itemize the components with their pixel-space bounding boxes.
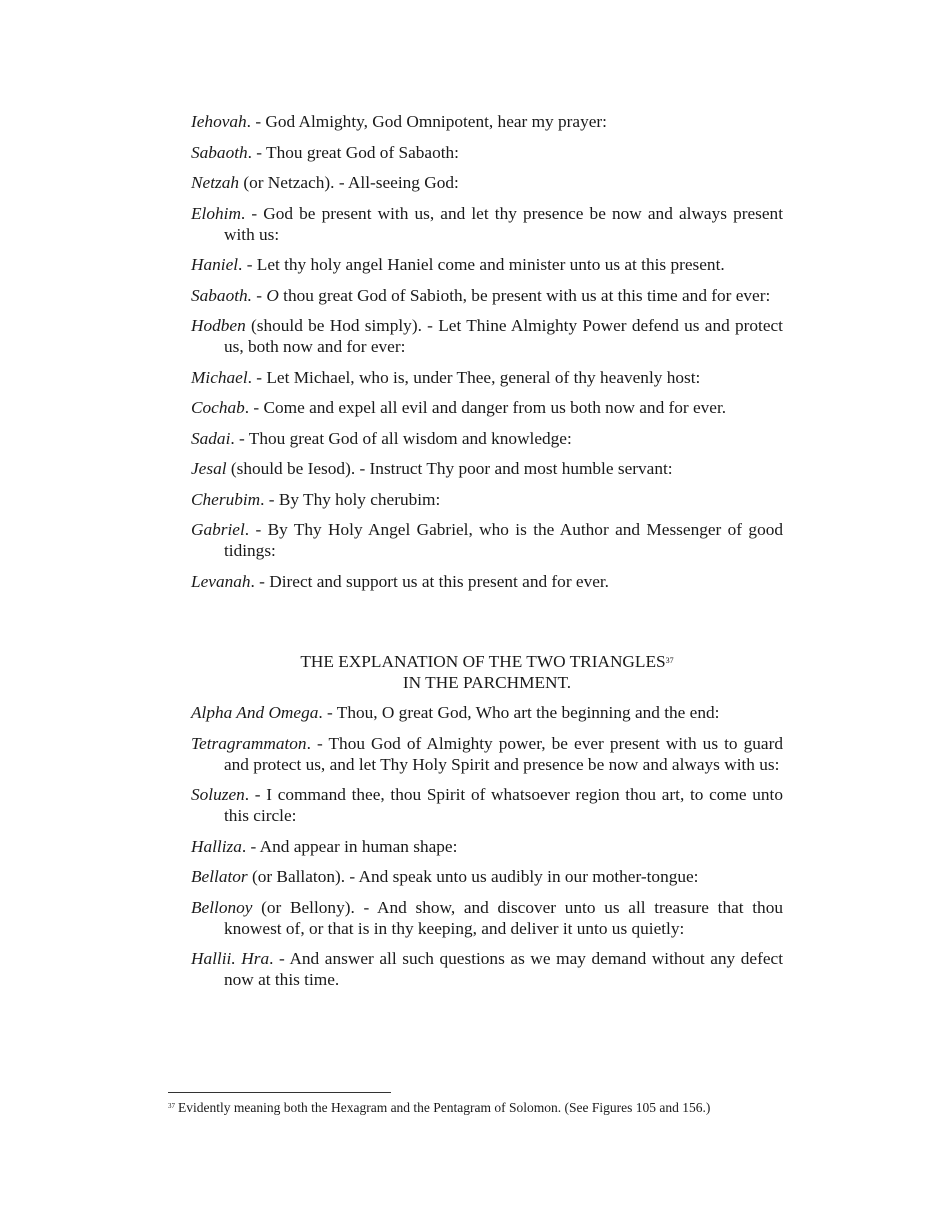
entry-text: . - Let Thine Almighty Power defend us and protect us, both now and for ever: <box>224 316 783 356</box>
list-item <box>191 519 783 561</box>
list-item <box>191 254 783 275</box>
section-heading <box>191 651 783 693</box>
entry-text: . - Let Michael, who is, under Thee, general of thy heavenly host: <box>247 367 701 387</box>
entry-term: Gabriel <box>191 520 245 539</box>
list-item <box>191 397 783 418</box>
list-item <box>191 866 783 887</box>
list-item <box>191 367 783 388</box>
entry-text: . - Thou great God of all wisdom and knowledge: <box>230 428 572 448</box>
entry-term: Elohim <box>191 203 241 223</box>
entry-term: Hallii. Hra <box>191 949 270 968</box>
entry-text: . - God Almighty, God Omnipotent, hear my prayer: <box>246 112 607 131</box>
entry-note: (should be Iesod) <box>226 459 351 478</box>
heading-line-1: THE EXPLANATION OF THE TWO TRIANGLES <box>300 652 666 671</box>
entry-note: (or Bellony) <box>252 897 351 917</box>
entry-note: (or Ballaton) <box>247 867 341 886</box>
entry-term: Alpha And Omega <box>191 703 319 722</box>
entry-term: Jesal <box>191 459 227 478</box>
entry-term: Sabaoth <box>191 142 248 162</box>
entry-term: Michael <box>191 367 248 387</box>
entry-term: Tetragrammaton <box>191 733 307 753</box>
list-item <box>191 571 783 592</box>
triangles-list <box>191 702 783 1000</box>
footnote-reference[interactable]: 37 <box>665 656 674 665</box>
list-item <box>191 948 783 990</box>
entry-term: Cochab <box>191 398 245 417</box>
list-item <box>191 784 783 826</box>
entry-text: . - Come and expel all evil and danger from us both now and for ever. <box>244 398 727 417</box>
entry-term: Soluzen <box>191 785 245 804</box>
footnote-number: 37 <box>168 1102 175 1110</box>
entry-term: Iehovah <box>191 112 247 131</box>
entry-text: . - By Thy Holy Angel Gabriel, who is the Author and Messenger of good tidings: <box>224 520 783 560</box>
list-item <box>191 458 783 479</box>
list-item <box>191 836 783 857</box>
list-item <box>191 489 783 510</box>
list-item <box>191 203 783 245</box>
heading-line-2: IN THE PARCHMENT. <box>402 673 572 692</box>
entry-term: Sadai <box>191 428 231 448</box>
entry-text: . - And answer all such questions as we may demand without any defect now at this time. <box>224 949 783 989</box>
entry-text: . - Thou God of Almighty power, be ever present with us to guard and protect us, and let Thy Holy Spirit and presence be now and always with us: <box>224 733 783 774</box>
entry-term: Bellator <box>191 867 248 886</box>
entry-text: thou great God of Sabioth, be present with us at this time and for ever: <box>278 285 771 305</box>
footnote-text: Evidently meaning both the Hexagram and the Pentagram of Solomon. (See Figures 105 and 156.) <box>178 1100 711 1115</box>
list-item <box>191 897 783 939</box>
entry-term: Sabaoth. - O <box>191 285 279 305</box>
entry-term: Cherubim <box>191 489 261 509</box>
entry-text: . - And speak unto us audibly in our mother-tongue: <box>340 867 699 886</box>
entry-text: . - By Thy holy cherubim: <box>260 489 441 509</box>
entry-note: (or Netzach) <box>239 173 331 192</box>
entry-term: Hodben <box>191 316 246 335</box>
list-item <box>191 315 783 357</box>
list-item <box>191 172 783 193</box>
entry-term: Halliza <box>191 836 242 856</box>
list-item <box>191 428 783 449</box>
entry-term: Levanah <box>191 571 251 591</box>
entry-note: (should be Hod simply) <box>245 316 418 335</box>
entry-term: Bellonoy <box>191 897 253 917</box>
list-item <box>191 142 783 163</box>
entry-text: . - I command thee, thou Spirit of whatsoever region thou art, to come unto this circle: <box>224 785 783 825</box>
list-item <box>191 733 783 775</box>
names-list <box>191 111 783 601</box>
footnote <box>168 1099 808 1116</box>
footnote-divider <box>168 1092 391 1093</box>
list-item <box>191 111 783 132</box>
list-item <box>191 285 783 306</box>
entry-text: . - And show, and discover unto us all treasure that thou knowest of, or that is in thy keeping, and deliver it unto us quietly: <box>224 897 783 938</box>
entry-text: . - Direct and support us at this present and for ever. <box>250 571 609 591</box>
entry-term: Haniel <box>191 255 239 274</box>
entry-text: . - God be present with us, and let thy presence be now and always present with us: <box>224 203 783 244</box>
entry-text: . - Thou great God of Sabaoth: <box>247 142 459 162</box>
entry-text: . - And appear in human shape: <box>241 836 458 856</box>
entry-text: . - Let thy holy angel Haniel come and minister unto us at this present. <box>238 255 725 274</box>
list-item <box>191 702 783 723</box>
entry-text: . - Thou, O great God, Who art the beginning and the end: <box>318 703 720 722</box>
entry-text: . - All-seeing God: <box>330 173 459 192</box>
entry-term: Netzah <box>191 173 240 192</box>
entry-text: . - Instruct Thy poor and most humble servant: <box>350 459 673 478</box>
